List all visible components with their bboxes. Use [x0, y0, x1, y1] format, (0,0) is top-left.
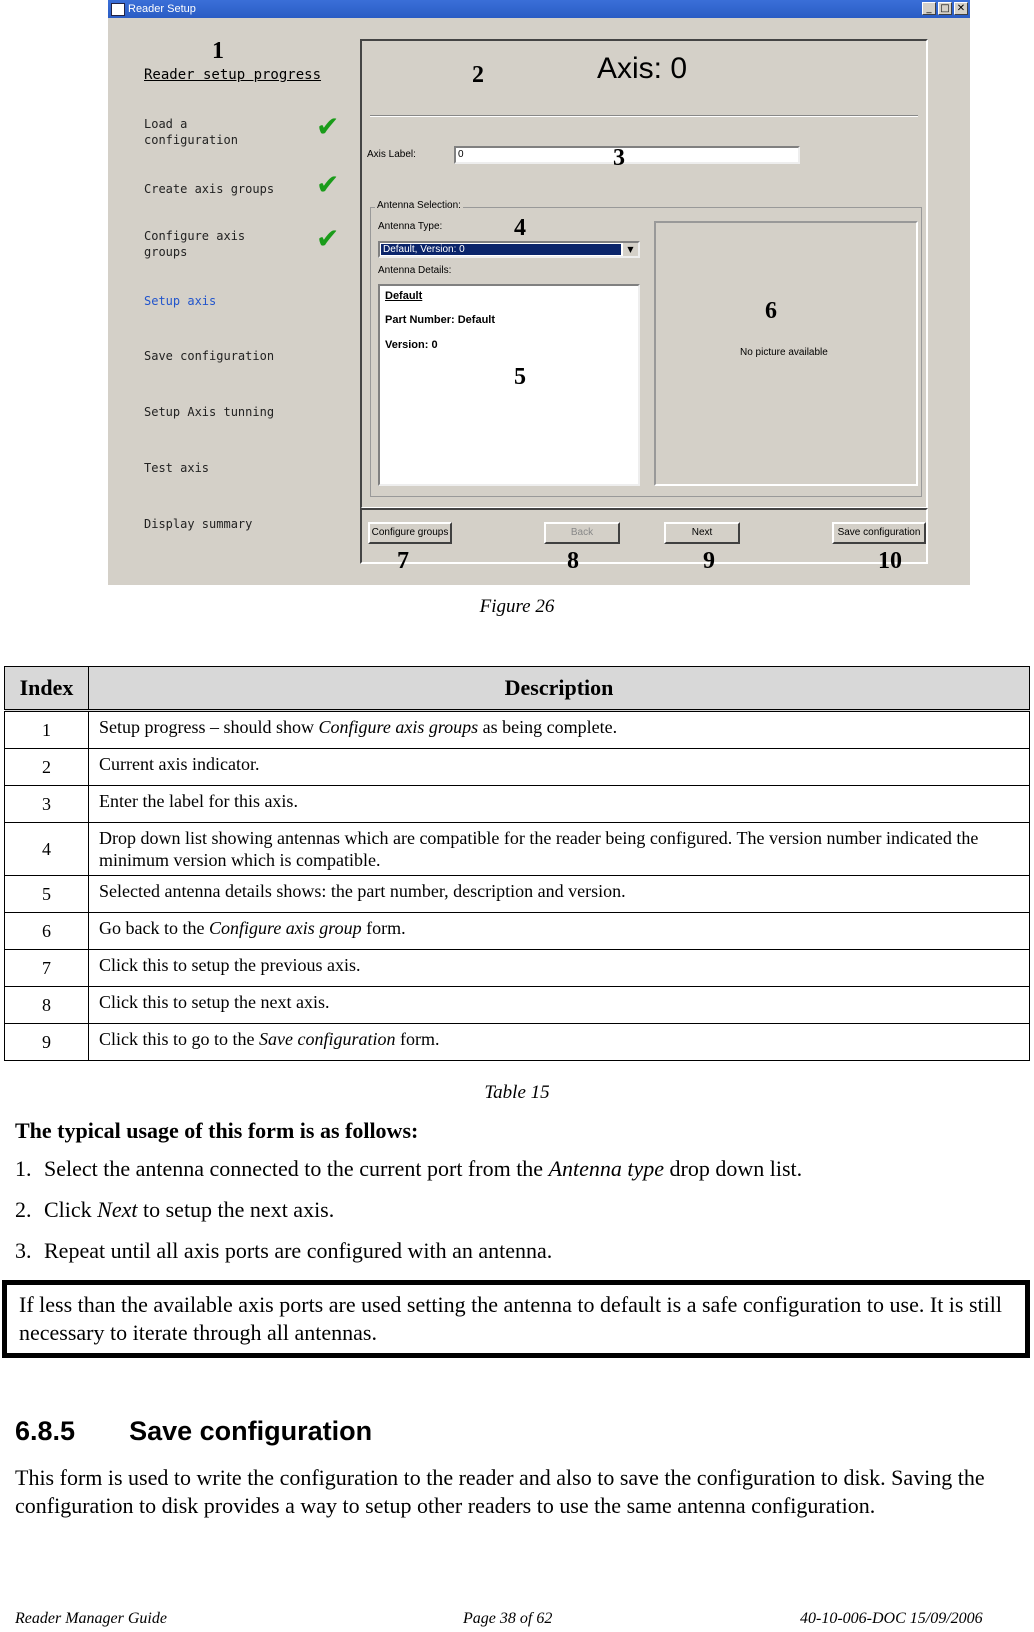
window-title: Reader Setup [128, 3, 196, 15]
reader-setup-window [108, 0, 970, 585]
step-setup-axis: Setup axis [144, 294, 217, 308]
description-pre: Current axis indicator. [99, 754, 260, 774]
step-post: drop down list. [664, 1156, 803, 1181]
row-description [89, 823, 1030, 876]
row-description [89, 1024, 1030, 1061]
minimize-icon[interactable]: _ [922, 2, 936, 15]
description-pre: Click this to setup the previous axis. [99, 955, 361, 975]
row-index: 8 [5, 987, 89, 1024]
row-index: 7 [5, 950, 89, 987]
chevron-down-icon[interactable]: ▼ [623, 243, 638, 256]
antenna-type-value: Default, Version: 0 [381, 244, 621, 255]
step-test-axis: Test axis [144, 461, 210, 475]
detail-version: Version: 0 [385, 339, 438, 351]
usage-step [15, 1156, 802, 1182]
next-button[interactable]: Next [664, 522, 740, 544]
description-pre: Drop down list showing antennas which are compatible for the reader being configured. The version number indicated the minimum version which is compatible. [99, 828, 979, 870]
row-description [89, 876, 1030, 913]
progress-title: Reader setup progress [144, 67, 322, 83]
usage-heading: The typical usage of this form is as follows: [15, 1118, 419, 1143]
configure-groups-button[interactable]: Configure groups [368, 522, 452, 544]
note-box: If less than the available axis ports are used setting the antenna to default is a safe configuration to use. It is still necessary to iterate through all antennas. [2, 1280, 1030, 1358]
row-index: 1 [5, 711, 89, 749]
row-description [89, 913, 1030, 950]
callout-7: 7 [397, 548, 409, 574]
step-setup-axis-tunning: Setup Axis tunning [144, 405, 275, 419]
row-index: 9 [5, 1024, 89, 1061]
window-titlebar [108, 0, 970, 18]
footer-left: Reader Manager Guide [15, 1610, 167, 1627]
description-pre: Selected antenna details shows: the part number, description and version. [99, 881, 626, 901]
check-icon: ✔ [316, 110, 340, 143]
section-heading [15, 1416, 372, 1447]
callout-2: 2 [472, 62, 484, 88]
axis-label-input[interactable]: 0 [454, 146, 800, 164]
maximize-icon[interactable]: □ [938, 2, 952, 15]
table-row [5, 876, 1030, 913]
description-table [4, 666, 1030, 1061]
usage-step [15, 1238, 552, 1264]
step-pre: Click [44, 1197, 98, 1222]
description-pre: Go back to the [99, 918, 209, 938]
antenna-type-caption: Antenna Type: [378, 221, 443, 232]
axis-title: Axis: 0 [597, 52, 688, 85]
callout-6: 6 [765, 298, 777, 324]
antenna-details-caption: Antenna Details: [378, 265, 452, 276]
table-row [5, 950, 1030, 987]
step-create-axis-groups: Create axis groups [144, 182, 275, 196]
step-display-summary: Display summary [144, 517, 253, 531]
description-post: form. [361, 918, 406, 938]
table-caption: Table 15 [484, 1082, 550, 1103]
table-row [5, 711, 1030, 749]
description-pre: Click this to setup the next axis. [99, 992, 330, 1012]
step-post: to setup the next axis. [137, 1197, 335, 1222]
row-index: 3 [5, 786, 89, 823]
table-row [5, 1024, 1030, 1061]
step-load-configuration: Load a configuration [144, 117, 238, 147]
step-save-configuration: Save configuration [144, 349, 275, 363]
callout-9: 9 [703, 548, 715, 574]
description-pre: Click this to go to the [99, 1029, 259, 1049]
axis-label-caption: Axis Label: [367, 149, 416, 160]
callout-4: 4 [514, 215, 526, 241]
row-description [89, 987, 1030, 1024]
description-post: as being complete. [478, 717, 618, 737]
step-number: 3. [15, 1238, 32, 1263]
row-index: 5 [5, 876, 89, 913]
description-em: Configure axis group [208, 918, 362, 938]
app-icon [111, 3, 125, 16]
section-title: Save configuration [129, 1416, 373, 1446]
step-number: 1. [15, 1156, 32, 1181]
save-configuration-button[interactable]: Save configuration [832, 522, 926, 544]
table-row [5, 749, 1030, 786]
description-pre: Enter the label for this axis. [99, 791, 298, 811]
callout-1: 1 [212, 38, 224, 64]
step-configure-axis-groups: Configure axis groups [144, 229, 246, 259]
detail-part-number: Part Number: Default [385, 314, 496, 326]
usage-step [15, 1197, 334, 1223]
row-description [89, 749, 1030, 786]
description-post: form. [395, 1029, 440, 1049]
header-description: Description [89, 667, 1030, 711]
table-row [5, 987, 1030, 1024]
row-description [89, 950, 1030, 987]
check-icon: ✔ [316, 222, 340, 255]
header-index: Index [5, 667, 89, 711]
callout-8: 8 [567, 548, 579, 574]
antenna-type-dropdown[interactable] [378, 241, 640, 258]
description-pre: Setup progress – should show [99, 717, 319, 737]
description-em: Configure axis groups [318, 717, 479, 737]
row-index: 6 [5, 913, 89, 950]
description-em: Save configuration [259, 1029, 396, 1049]
row-description [89, 786, 1030, 823]
callout-10: 10 [878, 548, 902, 574]
detail-name: Default [385, 290, 423, 302]
footer-right: 40-10-006-DOC 15/09/2006 [800, 1610, 983, 1627]
no-picture-text: No picture available [740, 347, 828, 358]
check-icon: ✔ [316, 168, 340, 201]
table-row [5, 823, 1030, 876]
row-index: 4 [5, 823, 89, 876]
antenna-details-box [378, 284, 640, 486]
footer-center: Page 38 of 62 [463, 1610, 553, 1627]
step-pre: Select the antenna connected to the current port from the [44, 1156, 549, 1181]
divider [370, 115, 918, 117]
section-body: This form is used to write the configuration to the reader and also to save the configuration to disk. Saving the configuration to disk provides a way to setup other readers to use the same antenna configuration. [15, 1465, 985, 1518]
step-pre: Repeat until all axis ports are configured with an antenna. [44, 1238, 553, 1263]
callout-5: 5 [514, 364, 526, 390]
step-em: Antenna type [548, 1156, 665, 1181]
callout-3: 3 [613, 145, 625, 171]
table-row [5, 786, 1030, 823]
figure-caption: Figure 26 [479, 596, 555, 617]
antenna-selection-caption: Antenna Selection: [377, 200, 461, 211]
step-number: 2. [15, 1197, 32, 1222]
step-em: Next [97, 1197, 138, 1222]
row-index: 2 [5, 749, 89, 786]
table-row [5, 913, 1030, 950]
row-description [89, 711, 1030, 749]
section-number: 6.8.5 [15, 1416, 76, 1446]
back-button[interactable]: Back [544, 522, 620, 544]
close-icon[interactable]: ✕ [954, 2, 968, 15]
